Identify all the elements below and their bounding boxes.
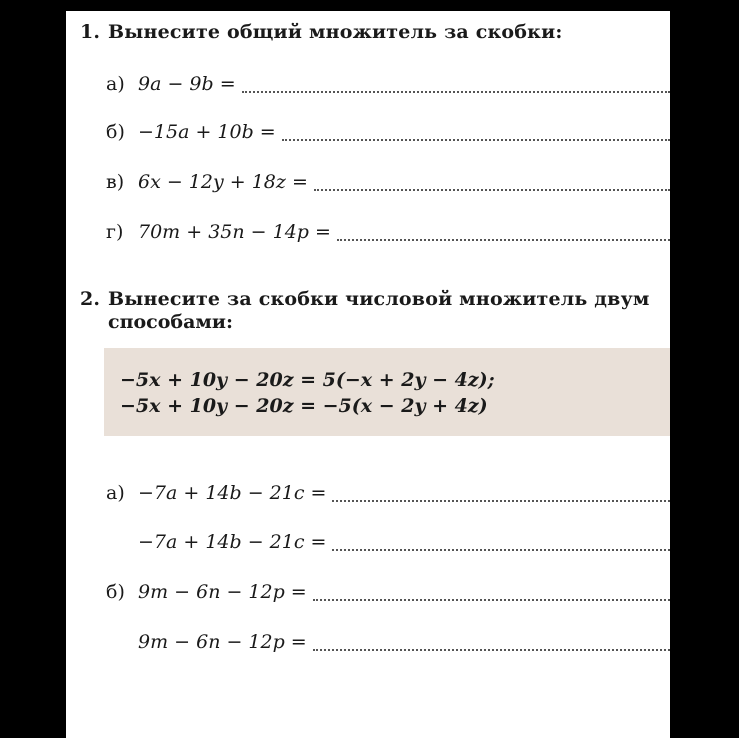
task-2-item-b-second: [106, 631, 670, 657]
answer-line[interactable]: [314, 189, 670, 191]
item-label: б): [106, 121, 125, 143]
task-1-item-g: [106, 221, 670, 247]
task-2-item-a: [106, 482, 670, 508]
answer-line[interactable]: [282, 139, 670, 141]
item-expression: 70m + 35n − 14p =: [138, 221, 331, 243]
task-1-item-v: [106, 171, 670, 197]
task-2-heading: [80, 288, 650, 310]
worksheet-page: [66, 11, 670, 738]
task-2-title-line-2: способами:: [108, 311, 233, 333]
item-label: а): [106, 482, 125, 504]
item-label: а): [106, 73, 125, 95]
task-1-item-a: [106, 73, 670, 99]
task-2-number: 2.: [80, 288, 101, 310]
task-1-number: 1.: [80, 21, 101, 43]
task-1-item-b: [106, 121, 670, 147]
example-box: [104, 348, 670, 436]
item-label: в): [106, 171, 125, 193]
answer-line[interactable]: [332, 549, 670, 551]
answer-line[interactable]: [332, 500, 670, 502]
task-1-title: Вынесите общий множитель за скобки:: [108, 21, 563, 43]
answer-line[interactable]: [313, 599, 670, 601]
task-1-heading: [80, 21, 563, 43]
item-expression: −15a + 10b =: [138, 121, 276, 143]
task-2-title-line-1: Вынесите за скобки числовой множитель двум: [108, 288, 650, 310]
item-expression: −7a + 14b − 21c =: [138, 482, 327, 504]
task-2-item-b: [106, 581, 670, 607]
item-expression: 9m − 6n − 12p =: [138, 631, 307, 653]
task-2-item-a-second: [106, 531, 670, 557]
answer-line[interactable]: [337, 239, 670, 241]
answer-line[interactable]: [242, 91, 670, 93]
item-label: г): [106, 221, 124, 243]
item-label: б): [106, 581, 125, 603]
item-expression: 9a − 9b =: [138, 73, 236, 95]
example-line-1: −5x + 10y − 20z = 5(−x + 2y − 4z);: [120, 369, 495, 391]
answer-line[interactable]: [313, 649, 670, 651]
item-expression: −7a + 14b − 21c =: [138, 531, 327, 553]
item-expression: 6x − 12y + 18z =: [138, 171, 308, 193]
example-line-2: −5x + 10y − 20z = −5(x − 2y + 4z): [120, 395, 488, 417]
item-expression: 9m − 6n − 12p =: [138, 581, 307, 603]
